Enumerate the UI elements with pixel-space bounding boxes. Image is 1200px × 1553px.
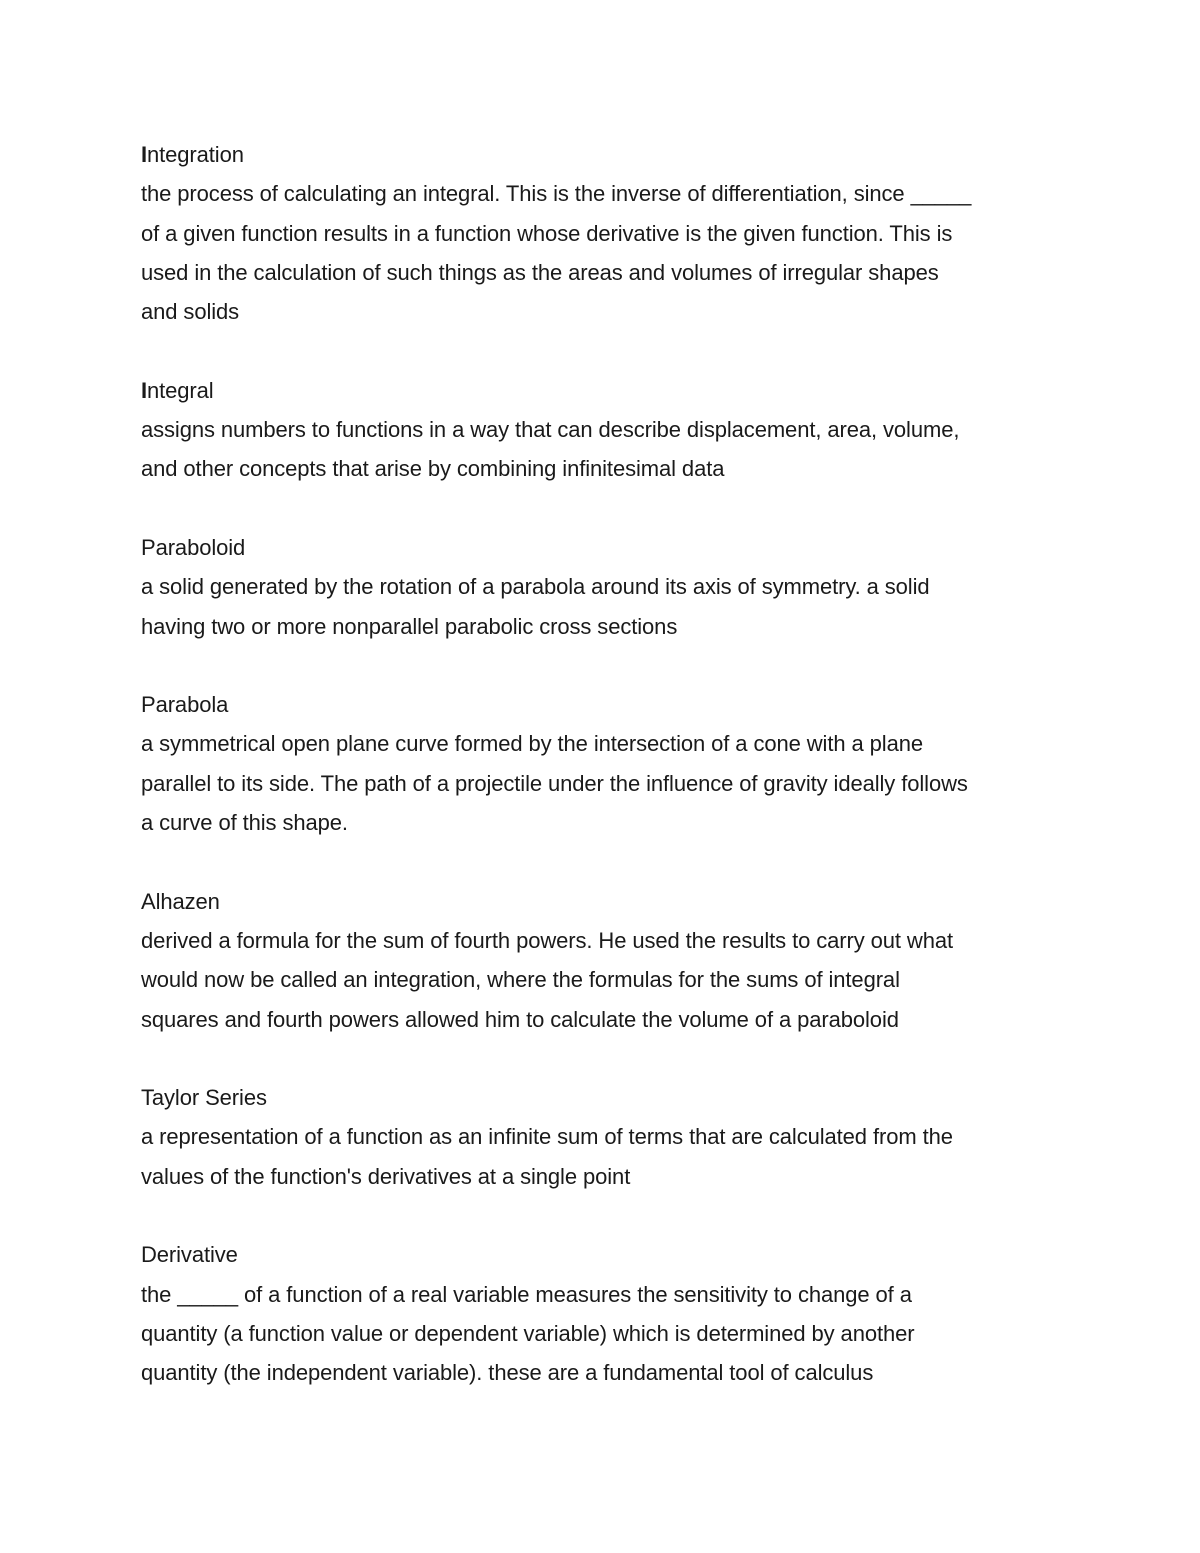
glossary-entry-alhazen <box>141 882 1051 1039</box>
definition-line: a solid generated by the rotation of a parabola around its axis of symmetry. a solid <box>141 574 930 600</box>
definition-line: quantity (a function value or dependent variable) which is determined by another <box>141 1320 915 1346</box>
term-initial: I <box>141 142 148 167</box>
definition-line: parallel to its side. The path of a projectile under the influence of gravity ideally follows <box>141 770 968 796</box>
term-rest: ntegral <box>147 377 214 403</box>
term-initial: I <box>141 377 148 403</box>
definition-taylor-series <box>141 1117 1051 1196</box>
term-rest: ntegration <box>147 142 244 167</box>
glossary-entry-derivative <box>141 1235 1051 1392</box>
definition-line: a curve of this shape. <box>141 810 348 836</box>
definition-line: of a given function results in a function whose derivative is the given function. This is <box>141 220 953 246</box>
definition-derivative <box>141 1275 1051 1393</box>
definition-parabola <box>141 724 1051 842</box>
document-content <box>141 135 1051 1432</box>
term-integral <box>141 371 1051 410</box>
definition-line: assigns numbers to functions in a way that can describe displacement, area, volume, <box>141 417 960 443</box>
definition-paraboloid <box>141 567 1051 646</box>
definition-line: and solids <box>141 299 240 325</box>
definition-line: quantity (the independent variable). these are a fundamental tool of calculus <box>141 1360 874 1386</box>
term-taylor-series: Taylor Series <box>141 1085 267 1111</box>
definition-line: values of the function's derivatives at a single point <box>141 1163 631 1189</box>
definition-alhazen <box>141 921 1051 1039</box>
definition-line: having two or more nonparallel parabolic cross sections <box>141 613 678 639</box>
glossary-entry-integration <box>141 135 1051 331</box>
term-integration <box>141 135 1051 174</box>
definition-line: squares and fourth powers allowed him to calculate the volume of a paraboloid <box>141 1006 899 1032</box>
definition-integral <box>141 410 1051 489</box>
definition-line: used in the calculation of such things as the areas and volumes of irregular shapes <box>141 259 939 285</box>
definition-line: and other concepts that arise by combining infinitesimal data <box>141 456 725 482</box>
glossary-entry-parabola <box>141 685 1051 842</box>
definition-line: derived a formula for the sum of fourth powers. He used the results to carry out what <box>141 927 953 953</box>
term-parabola: Parabola <box>141 692 229 718</box>
definition-line: the process of calculating an integral. This is the inverse of differentiation, since _____ <box>141 181 972 207</box>
definition-line: the _____ of a function of a real variable measures the sensitivity to change of a <box>141 1281 912 1307</box>
glossary-entry-integral <box>141 371 1051 489</box>
glossary-entry-taylor-series <box>141 1078 1051 1196</box>
glossary-entry-paraboloid <box>141 528 1051 646</box>
term-paraboloid: Paraboloid <box>141 534 246 560</box>
definition-line: a representation of a function as an infinite sum of terms that are calculated from the <box>141 1124 953 1150</box>
definition-line: a symmetrical open plane curve formed by the intersection of a cone with a plane <box>141 731 923 757</box>
term-alhazen: Alhazen <box>141 888 220 914</box>
definition-line: would now be called an integration, where the formulas for the sums of integral <box>141 967 900 993</box>
definition-integration <box>141 174 1051 331</box>
term-derivative: Derivative <box>141 1242 238 1268</box>
